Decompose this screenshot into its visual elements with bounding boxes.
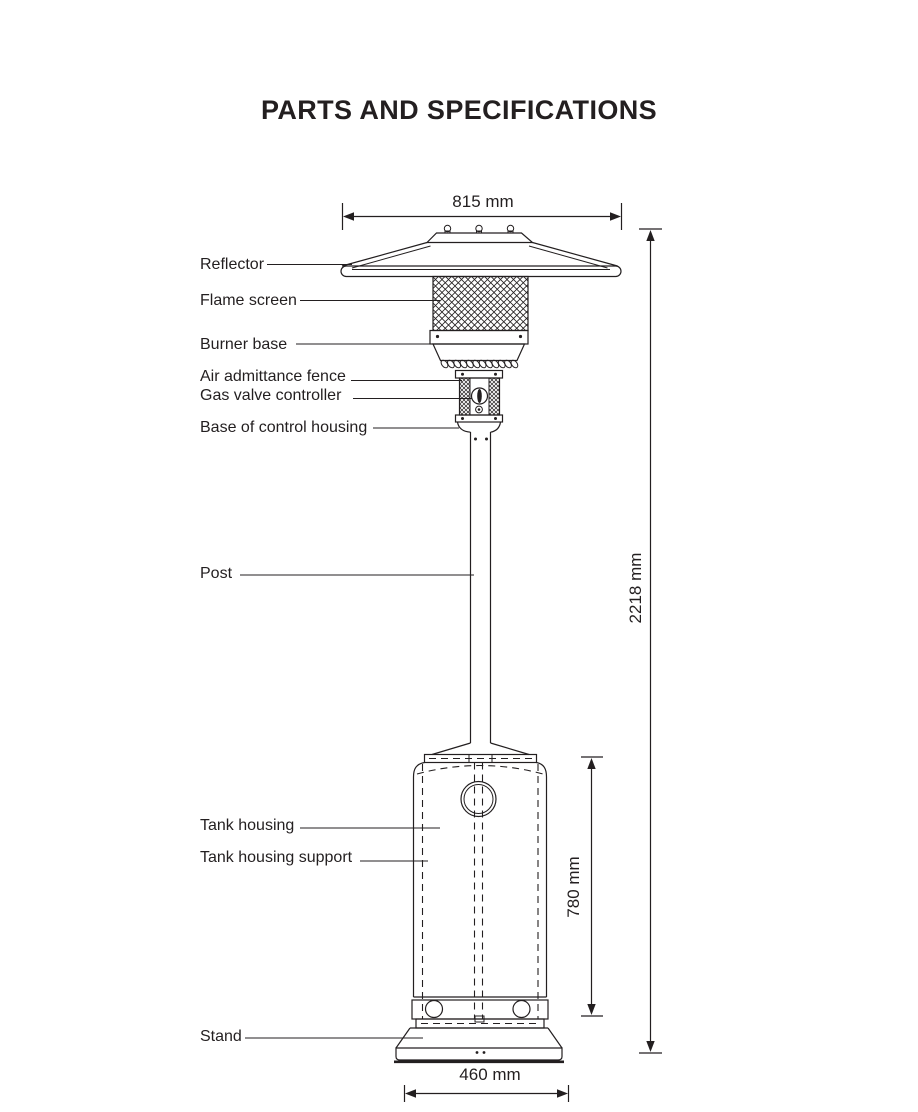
- burner-base-drawing: [430, 331, 528, 370]
- label-gas-valve-controller: Gas valve controller: [200, 387, 342, 404]
- flame-screen-drawing: [433, 277, 528, 331]
- label-tank-housing: Tank housing: [200, 817, 295, 834]
- label-flame-screen: Flame screen: [200, 292, 297, 309]
- air-admittance-fence-right: [489, 378, 500, 415]
- reflector-drawing: [341, 225, 621, 276]
- label-burner-base: Burner base: [200, 336, 288, 353]
- control-housing-drawing: [456, 371, 503, 441]
- base-of-control-housing-left: [458, 422, 471, 432]
- base-of-control-housing-right: [491, 422, 501, 432]
- dimension-overall-height: [639, 229, 662, 1053]
- tank-housing-drawing: [412, 743, 548, 1028]
- dim-value-tank-height: 780 mm: [564, 856, 583, 918]
- page-title: PARTS AND SPECIFICATIONS: [260, 95, 658, 125]
- label-reflector: Reflector: [200, 256, 265, 273]
- label-stand: Stand: [200, 1028, 242, 1045]
- label-base-of-control-housing: Base of control housing: [200, 419, 368, 436]
- dim-value-base-width: 460 mm: [459, 1065, 521, 1084]
- label-post: Post: [200, 565, 233, 582]
- tank-housing-support-lines: [423, 763, 539, 1020]
- post-drawing: [471, 432, 491, 743]
- dimension-base-width: [405, 1085, 569, 1102]
- label-tank-housing-support: Tank housing support: [200, 849, 353, 866]
- air-admittance-fence-left: [460, 378, 471, 415]
- dim-value-overall-height: 2218 mm: [626, 552, 645, 624]
- dim-value-reflector-width: 815 mm: [452, 192, 514, 211]
- stand-drawing: [394, 1028, 564, 1062]
- igniter-button: [476, 406, 483, 413]
- dimension-tank-height: [581, 757, 603, 1016]
- label-air-admittance-fence: Air admittance fence: [200, 368, 346, 385]
- gas-valve-knob: [472, 388, 488, 404]
